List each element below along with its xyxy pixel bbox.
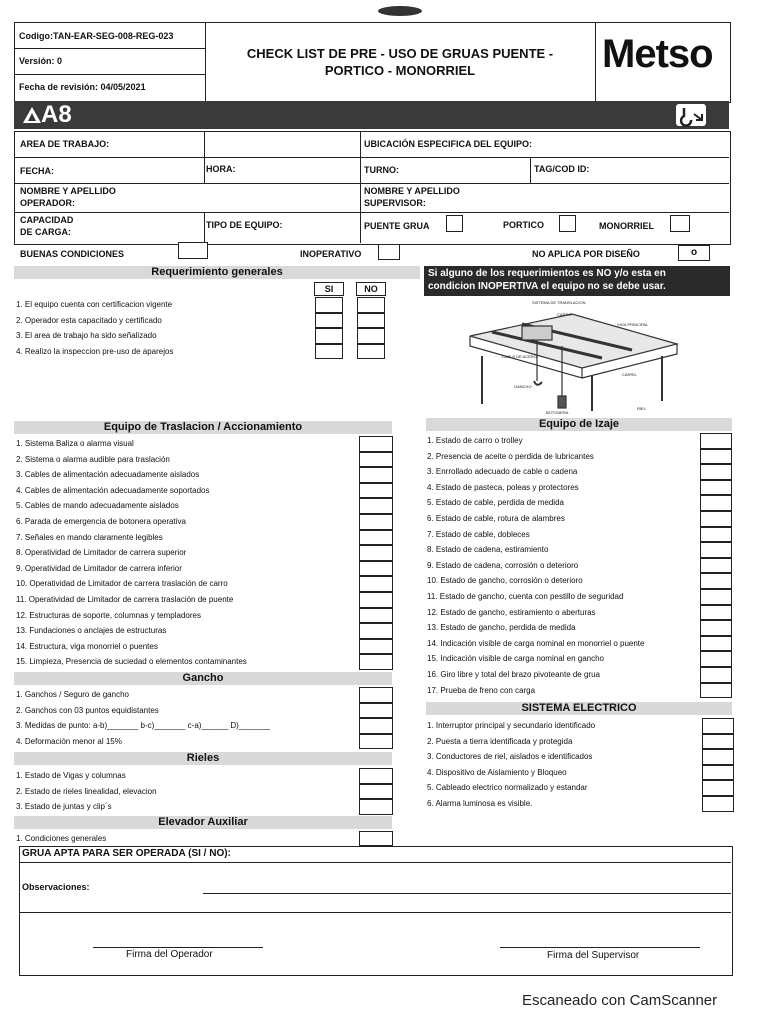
check-checkbox[interactable] bbox=[359, 514, 393, 530]
check-checkbox[interactable] bbox=[700, 464, 732, 480]
check-checkbox[interactable] bbox=[359, 703, 393, 719]
checklist-item-label: 3. Medidas de punto: a-b)_______ b-c)_______ c-a)______ D)_______ bbox=[16, 721, 270, 730]
si-checkbox[interactable] bbox=[315, 344, 343, 360]
check-checkbox[interactable] bbox=[702, 796, 734, 812]
diagram-label: CABLE DE ACERO bbox=[502, 354, 537, 359]
check-checkbox[interactable] bbox=[700, 573, 732, 589]
check-checkbox[interactable] bbox=[359, 734, 393, 750]
check-checkbox[interactable] bbox=[700, 620, 732, 636]
checklist-item-label: 2. Estado de rieles linealidad, elevacion bbox=[16, 786, 157, 796]
checklist-item-label: 1. Ganchos / Seguro de gancho bbox=[16, 690, 129, 699]
checklist-item-label: 5. Estado de cable, perdida de medida bbox=[427, 498, 564, 508]
check-checkbox[interactable] bbox=[700, 667, 732, 683]
diagram-label: BOTONERA bbox=[546, 410, 569, 415]
req-generales-title: Requerimiento generales bbox=[14, 266, 420, 279]
field-fecha: FECHA: bbox=[20, 166, 54, 176]
checklist-item-label: 6. Estado de cable, rotura de alambres bbox=[427, 514, 565, 523]
check-checkbox[interactable] bbox=[700, 449, 732, 465]
page-title-line1: CHECK LIST DE PRE - USO DE GRUAS PUENTE - bbox=[246, 46, 554, 61]
checklist-item-label: 1. Estado de carro o trolley bbox=[427, 436, 523, 445]
check-checkbox[interactable] bbox=[359, 467, 393, 483]
check-checkbox[interactable] bbox=[359, 498, 393, 514]
field-supervisor-l2: SUPERVISOR: bbox=[364, 198, 426, 208]
electrico-title: SISTEMA ELECTRICO bbox=[426, 702, 732, 715]
check-checkbox[interactable] bbox=[702, 765, 734, 781]
puente-checkbox[interactable] bbox=[446, 215, 463, 232]
checklist-item-label: 4. Realizo la inspeccion pre-uso de aparejos bbox=[16, 346, 174, 356]
checklist-item-label: 14. Estructura, viga monorriel o puentes bbox=[16, 641, 158, 651]
field-portico: PORTICO bbox=[503, 220, 545, 230]
field-operador-l1: NOMBRE Y APELLIDO bbox=[20, 186, 116, 196]
diagram-label: VIGA PRINCIPAL bbox=[617, 322, 649, 327]
field-operador-l2: OPERADOR: bbox=[20, 198, 76, 208]
field-supervisor-l1: NOMBRE Y APELLIDO bbox=[364, 186, 460, 196]
checklist-item-label: 5. Cableado electrico normalizado y estandar bbox=[427, 783, 588, 793]
check-checkbox[interactable] bbox=[700, 433, 732, 449]
no-checkbox[interactable] bbox=[357, 344, 385, 360]
check-checkbox[interactable] bbox=[702, 780, 734, 796]
diagram-label: CARRIL bbox=[622, 372, 637, 377]
field-turno: TURNO: bbox=[364, 165, 399, 175]
check-checkbox[interactable] bbox=[700, 527, 732, 543]
checklist-item-label: 7. Señales en mando claramente legibles bbox=[16, 532, 163, 542]
check-checkbox[interactable] bbox=[359, 831, 393, 846]
check-checkbox[interactable] bbox=[359, 608, 393, 624]
si-checkbox[interactable] bbox=[315, 313, 343, 329]
metso-logo: Metso bbox=[602, 32, 713, 76]
camscanner-watermark: Escaneado con CamScanner bbox=[522, 992, 718, 1009]
check-checkbox[interactable] bbox=[359, 654, 393, 670]
diagram-label: SISTEMA DE TRANSLACION bbox=[532, 300, 586, 305]
check-checkbox[interactable] bbox=[359, 545, 393, 561]
check-checkbox[interactable] bbox=[359, 452, 393, 468]
checklist-item-label: 1. Sistema Baliza o alarma visual bbox=[16, 439, 134, 448]
check-checkbox[interactable] bbox=[700, 495, 732, 511]
checklist-item-label: 1. Interruptor principal y secundario identificado bbox=[427, 721, 596, 730]
check-checkbox[interactable] bbox=[702, 718, 734, 734]
inoperativo-checkbox[interactable] bbox=[378, 244, 400, 260]
checklist-item-label: 17. Prueba de freno con carga bbox=[427, 685, 536, 695]
field-capacidad-l2: DE CARGA: bbox=[20, 227, 71, 237]
checklist-item-label: 6. Parada de emergencia de botonera operativa bbox=[16, 517, 186, 526]
checklist-item-label: 14. Indicación visible de carga nominal en monorriel o puente bbox=[427, 638, 645, 648]
checklist-item-label: 15. Limpieza, Presencia de suciedad o elementos contaminantes bbox=[16, 657, 247, 667]
req-no-label: NO bbox=[364, 284, 378, 294]
checklist-item-label: 12. Estructuras de soporte, columnas y templadores bbox=[16, 610, 201, 620]
check-checkbox[interactable] bbox=[700, 651, 732, 667]
checklist-item-label: 4. Cables de alimentación adecuadamente soportados bbox=[16, 485, 210, 495]
field-hora: HORA: bbox=[206, 164, 236, 174]
checklist-item-label: 1. El equipo cuenta con certificacion vigente bbox=[16, 300, 173, 309]
checklist-item-label: 13. Estado de gancho, perdida de medida bbox=[427, 623, 576, 633]
banner-code: A8 bbox=[41, 101, 72, 128]
grua-apta-label: GRUA APTA PARA SER OPERADA (SI / NO): bbox=[22, 848, 231, 859]
no-checkbox[interactable] bbox=[357, 313, 385, 329]
checklist-item-label: 15. Indicación visible de carga nominal en gancho bbox=[427, 654, 605, 664]
check-checkbox[interactable] bbox=[359, 592, 393, 608]
checklist-item-label: 6. Alarma luminosa es visible. bbox=[427, 799, 533, 808]
field-buenas: BUENAS CONDICIONES bbox=[20, 249, 125, 259]
check-checkbox[interactable] bbox=[700, 589, 732, 605]
checklist-item-label: 11. Estado de gancho, cuenta con pestillo de seguridad bbox=[427, 592, 624, 601]
page-title-line2: PORTICO - MONORRIEL bbox=[324, 63, 476, 78]
traslacion-title: Equipo de Traslacion / Accionamiento bbox=[14, 421, 392, 434]
req-si-header bbox=[314, 282, 344, 296]
warning-triangle-icon bbox=[22, 106, 42, 129]
checklist-item-label: 9. Operatividad de Limitador de carrera inferior bbox=[16, 563, 182, 573]
checklist-item-label: 3. El area de trabajo ha sido señalizado bbox=[16, 331, 157, 340]
checklist-item-label: 16. Giro libre y total del brazo pivoteante de grua bbox=[427, 670, 600, 679]
checklist-item-label: 3. Conductores de riel, aislados e identificados bbox=[427, 752, 593, 762]
check-checkbox[interactable] bbox=[700, 558, 732, 574]
a8-banner bbox=[14, 101, 729, 129]
field-capacidad-l1: CAPACIDAD bbox=[20, 215, 74, 225]
warning-line1: Si alguno de los requerimientos es NO y/o esta en bbox=[428, 268, 666, 279]
checklist-item-label: 13. Fundaciones o anclajes de estructuras bbox=[16, 626, 167, 636]
check-checkbox[interactable] bbox=[359, 530, 393, 546]
field-area: AREA DE TRABAJO: bbox=[20, 139, 110, 149]
checklist-item-label: 10. Estado de gancho, corrosión o deterioro bbox=[427, 576, 583, 586]
izaje-title: Equipo de Izaje bbox=[426, 418, 732, 431]
gancho-title: Gancho bbox=[14, 672, 392, 685]
checklist-item-label: 8. Estado de cadena, estiramiento bbox=[427, 545, 549, 555]
field-no-aplica: NO APLICA POR DISEÑO bbox=[532, 249, 640, 259]
checklist-item-label: 3. Estado de juntas y clip´s bbox=[16, 802, 112, 811]
check-checkbox[interactable] bbox=[700, 542, 732, 558]
checklist-item-label: 3. Enrrollado adecuado de cable o cadena bbox=[427, 467, 578, 477]
check-checkbox[interactable] bbox=[702, 734, 734, 750]
checklist-item-label: 4. Deformación menor al 15% bbox=[16, 736, 122, 746]
check-checkbox[interactable] bbox=[700, 605, 732, 621]
checklist-item-label: 1. Estado de Vigas y columnas bbox=[16, 771, 126, 780]
checklist-item-label: 2. Operador esta capacitado y certificado bbox=[16, 315, 162, 325]
check-checkbox[interactable] bbox=[359, 623, 393, 639]
req-si-label: SI bbox=[324, 284, 334, 294]
checklist-item-label: 10. Operatividad de Limitador de carrera traslación de carro bbox=[16, 579, 228, 589]
checklist-item-label: 4. Estado de pasteca, poleas y protectores bbox=[427, 482, 579, 492]
checklist-item-label: 5. Cables de mando adecuadamente aislados bbox=[16, 501, 179, 511]
no-checkbox[interactable] bbox=[357, 328, 385, 344]
checklist-item-label: 3. Cables de alimentación adecuadamente aislados bbox=[16, 470, 200, 480]
checklist-item-label: 2. Sistema o alarma audible para traslación bbox=[16, 454, 170, 464]
checklist-item-label: 8. Operatividad de Limitador de carrera superior bbox=[16, 548, 187, 558]
no-aplica-checkbox[interactable] bbox=[678, 245, 710, 261]
diagram-label: GANCHO bbox=[514, 384, 532, 389]
rieles-title: Rieles bbox=[14, 752, 392, 765]
check-checkbox[interactable] bbox=[359, 483, 393, 499]
checklist-item-label: 1. Condiciones generales bbox=[16, 834, 107, 843]
field-tipo: TIPO DE EQUIPO: bbox=[206, 220, 283, 230]
crane-hook-icon bbox=[674, 102, 708, 133]
check-checkbox[interactable] bbox=[359, 436, 393, 452]
field-tag: TAG/COD ID: bbox=[534, 164, 590, 174]
check-checkbox[interactable] bbox=[700, 636, 732, 652]
check-checkbox[interactable] bbox=[700, 480, 732, 496]
field-puente: PUENTE GRUA bbox=[364, 221, 430, 231]
field-monorriel: MONORRIEL bbox=[599, 221, 654, 231]
field-ubicacion: UBICACIÓN ESPECIFICA DEL EQUIPO: bbox=[364, 139, 533, 149]
diagram-label: RIEL bbox=[637, 406, 646, 411]
firma-supervisor-label: Firma del Supervisor bbox=[547, 950, 640, 961]
checklist-item-label: 2. Presencia de aceite o perdida de lubricantes bbox=[427, 451, 594, 461]
crane-diagram bbox=[462, 296, 682, 416]
buenas-checkbox[interactable] bbox=[178, 242, 208, 259]
elevador-title: Elevador Auxiliar bbox=[14, 816, 392, 829]
check-checkbox[interactable] bbox=[359, 718, 393, 734]
diagram-label: CARRO bbox=[557, 312, 572, 317]
field-inoperativo: INOPERATIVO bbox=[300, 249, 362, 259]
monorriel-checkbox[interactable] bbox=[670, 215, 690, 232]
check-checkbox[interactable] bbox=[359, 768, 393, 784]
check-checkbox[interactable] bbox=[359, 687, 393, 703]
checklist-item-label: 2. Puesta a tierra identificada y protegida bbox=[427, 736, 573, 746]
check-checkbox[interactable] bbox=[359, 784, 393, 800]
req-no-header bbox=[356, 282, 386, 296]
si-checkbox[interactable] bbox=[315, 297, 343, 313]
si-checkbox[interactable] bbox=[315, 328, 343, 344]
check-checkbox[interactable] bbox=[700, 511, 732, 527]
check-checkbox[interactable] bbox=[359, 561, 393, 577]
checklist-item-label: 2. Ganchos con 03 puntos equidistantes bbox=[16, 705, 159, 715]
checklist-item-label: 4. Dispositivo de Aislamiento y Bloqueo bbox=[427, 767, 567, 777]
checklist-item-label: 11. Operatividad de Limitador de carrera traslación de puente bbox=[16, 595, 234, 604]
check-checkbox[interactable] bbox=[359, 639, 393, 655]
check-checkbox[interactable] bbox=[359, 576, 393, 592]
scan-shadow bbox=[378, 6, 422, 16]
header-version: Versión: 0 bbox=[19, 56, 63, 66]
header-codigo: Codigo:TAN-EAR-SEG-008-REG-023 bbox=[19, 31, 174, 41]
no-aplica-mark: o bbox=[690, 247, 698, 258]
warning-line2: condicion INOPERTIVA el equipo no se debe usar. bbox=[428, 281, 666, 292]
observaciones-line bbox=[203, 893, 731, 894]
header-fecha-revision: Fecha de revisión: 04/05/2021 bbox=[19, 82, 146, 92]
observaciones-label: Observaciones: bbox=[22, 882, 90, 892]
check-checkbox[interactable] bbox=[700, 683, 732, 699]
checklist-item-label: 9. Estado de cadena, corrosión o deterioro bbox=[427, 560, 579, 570]
no-checkbox[interactable] bbox=[357, 297, 385, 313]
check-checkbox[interactable] bbox=[359, 799, 393, 815]
firma-operador-label: Firma del Operador bbox=[126, 949, 213, 960]
checklist-item-label: 7. Estado de cable, dobleces bbox=[427, 529, 530, 539]
check-checkbox[interactable] bbox=[702, 749, 734, 765]
checklist-item-label: 12. Estado de gancho, estiramiento o aberturas bbox=[427, 607, 596, 617]
portico-checkbox[interactable] bbox=[559, 215, 576, 232]
